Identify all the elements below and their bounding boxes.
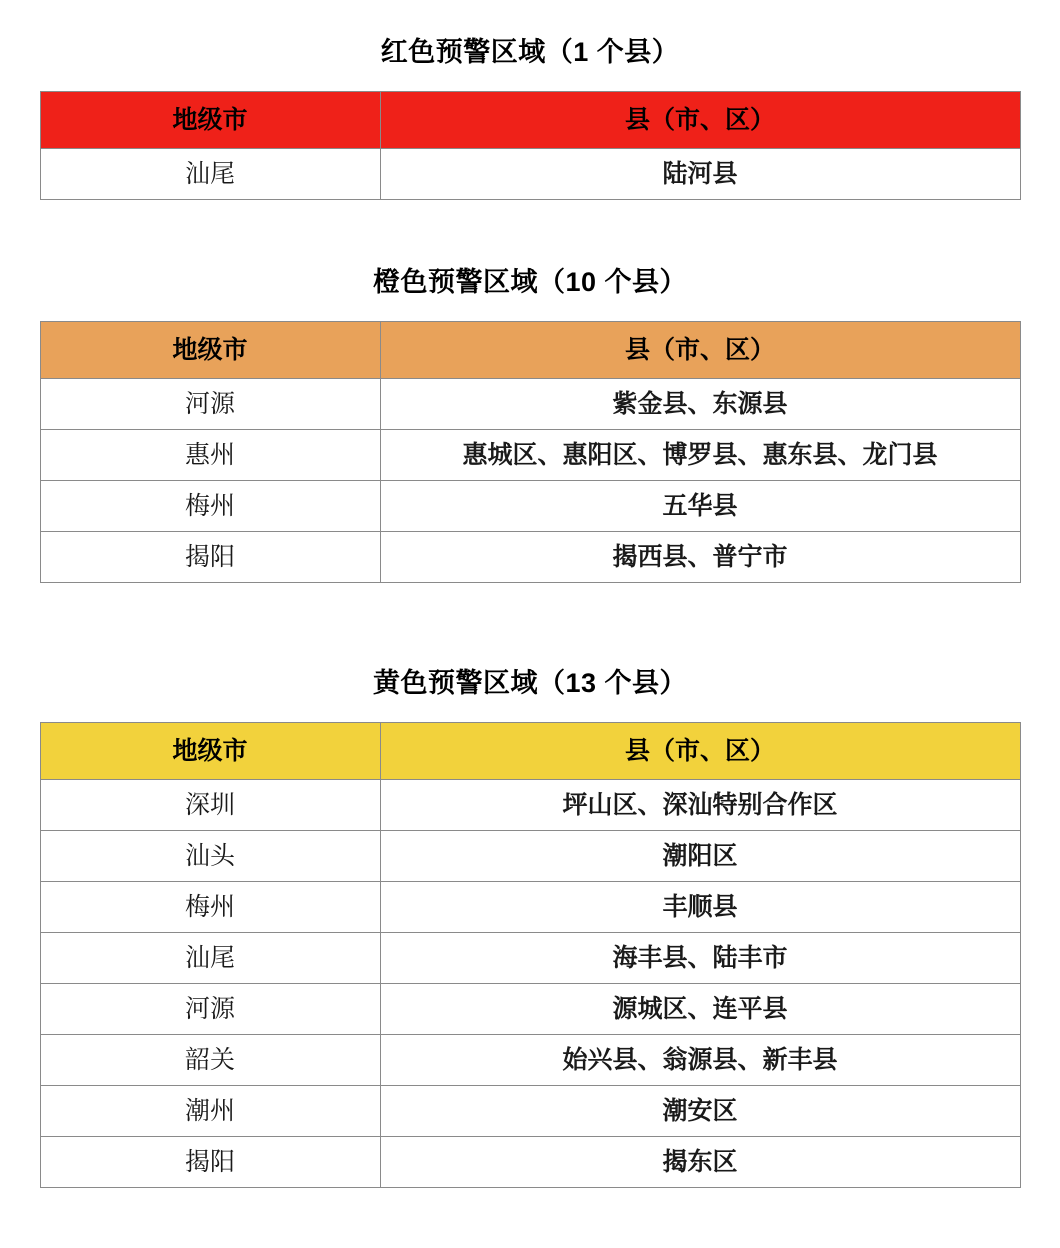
table-row xyxy=(40,379,1020,430)
cell-city: 梅州 xyxy=(40,481,380,532)
cell-counties: 五华县 xyxy=(380,481,1020,532)
table-orange-warning xyxy=(40,321,1021,583)
column-header-counties: 县（市、区） xyxy=(380,322,1020,379)
table-red-warning xyxy=(40,91,1021,200)
table-row xyxy=(40,933,1020,984)
table-row xyxy=(40,780,1020,831)
cell-city: 汕头 xyxy=(40,831,380,882)
cell-city: 揭阳 xyxy=(40,532,380,583)
column-header-counties: 县（市、区） xyxy=(380,92,1020,149)
section-orange-warning xyxy=(0,200,1060,583)
column-header-counties: 县（市、区） xyxy=(380,723,1020,780)
cell-counties: 源城区、连平县 xyxy=(380,984,1020,1035)
section-title-red: 红色预警区域（1 个县） xyxy=(380,37,680,67)
table-row xyxy=(40,831,1020,882)
cell-counties: 惠城区、惠阳区、博罗县、惠东县、龙门县 xyxy=(380,430,1020,481)
cell-city: 韶关 xyxy=(40,1035,380,1086)
section-title-orange: 橙色预警区域（10 个县） xyxy=(372,267,688,297)
table-yellow-warning xyxy=(40,722,1021,1188)
cell-counties: 揭东区 xyxy=(380,1137,1020,1188)
table-row xyxy=(40,1035,1020,1086)
cell-city: 汕尾 xyxy=(40,933,380,984)
column-header-city: 地级市 xyxy=(40,723,380,780)
section-red-warning xyxy=(0,0,1060,200)
cell-city: 深圳 xyxy=(40,780,380,831)
table-row xyxy=(40,532,1020,583)
bottom-spacer xyxy=(0,1188,1060,1248)
table-row xyxy=(40,984,1020,1035)
cell-counties: 紫金县、东源县 xyxy=(380,379,1020,430)
column-header-city: 地级市 xyxy=(40,322,380,379)
column-header-city: 地级市 xyxy=(40,92,380,149)
cell-counties: 海丰县、陆丰市 xyxy=(380,933,1020,984)
cell-counties: 潮安区 xyxy=(380,1086,1020,1137)
table-row xyxy=(40,430,1020,481)
table-header-row xyxy=(40,322,1020,379)
table-row xyxy=(40,481,1020,532)
table-row xyxy=(40,882,1020,933)
table-row xyxy=(40,1137,1020,1188)
table-row xyxy=(40,1086,1020,1137)
table-header-row xyxy=(40,92,1020,149)
cell-city: 河源 xyxy=(40,984,380,1035)
cell-city: 潮州 xyxy=(40,1086,380,1137)
cell-counties: 始兴县、翁源县、新丰县 xyxy=(380,1035,1020,1086)
cell-city: 汕尾 xyxy=(40,149,380,200)
table-row xyxy=(40,149,1020,200)
cell-city: 河源 xyxy=(40,379,380,430)
cell-city: 梅州 xyxy=(40,882,380,933)
section-yellow-warning xyxy=(0,583,1060,1188)
cell-counties: 揭西县、普宁市 xyxy=(380,532,1020,583)
cell-city: 揭阳 xyxy=(40,1137,380,1188)
cell-counties: 丰顺县 xyxy=(380,882,1020,933)
cell-counties: 潮阳区 xyxy=(380,831,1020,882)
cell-counties: 陆河县 xyxy=(380,149,1020,200)
cell-counties: 坪山区、深汕特别合作区 xyxy=(380,780,1020,831)
section-title-yellow: 黄色预警区域（13 个县） xyxy=(372,668,688,698)
table-header-row xyxy=(40,723,1020,780)
cell-city: 惠州 xyxy=(40,430,380,481)
